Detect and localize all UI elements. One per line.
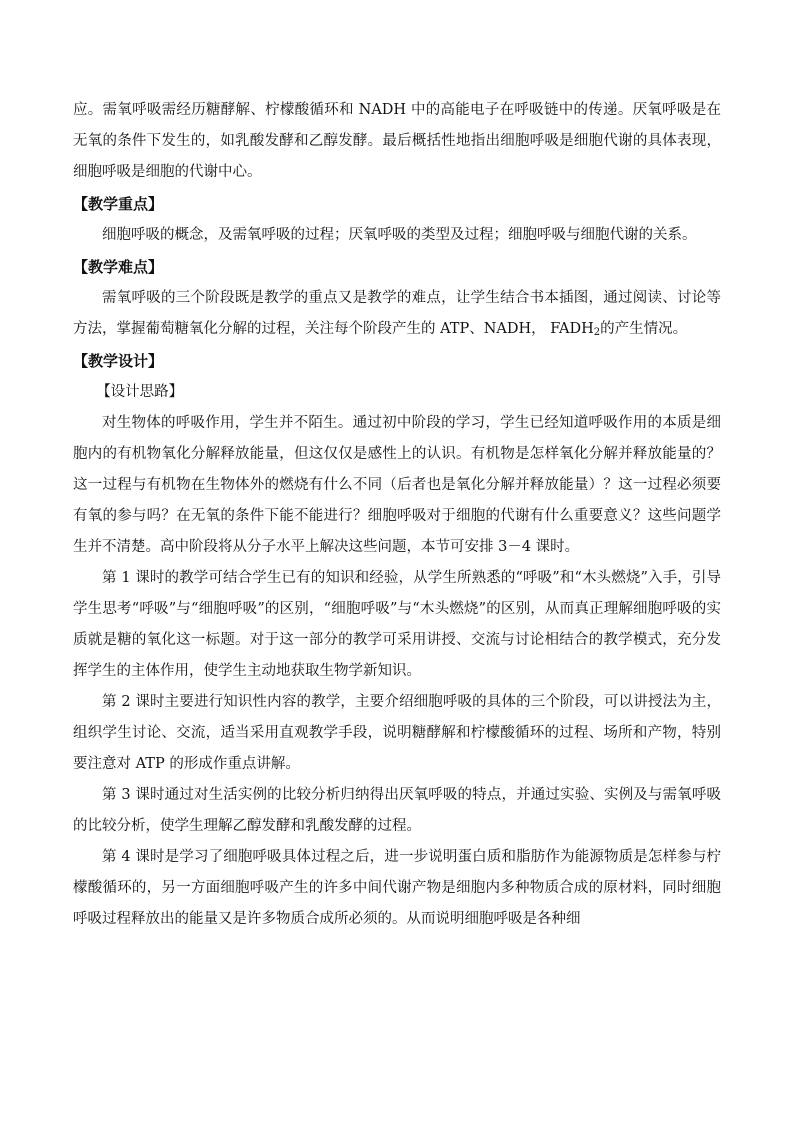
difficulties-text-b: 的产生情况。 — [600, 321, 688, 337]
intro-paragraph: 应。需氧呼吸需经历糖酵解、柠檬酸循环和 NADH 中的高能电子在呼吸链中的传递。厌氧呼吸是在无氧的条件下发生的，如乳酸发酵和乙醇发酵。最后概括性地指出细胞呼吸是细胞代谢的具体表现，细胞呼吸是细胞的代谢中心。 — [73, 102, 721, 180]
lesson-1-paragraph: 第 1 课时的教学可结合学生已有的知识和经验，从学生所熟悉的“呼吸”和“木头燃烧”入手，引导学生思考“呼吸”与“细胞呼吸”的区别，“细胞呼吸”与“木头燃烧”的区别，从而真正理解细胞呼吸的实质就是糖的氧化这一标题。对于这一部分的教学可采用讲授、交流与讨论相结合的教学模式，充分发挥学生的主体作用，使学生主动地获取生物学新知识。 — [73, 570, 721, 679]
difficulties-paragraph — [73, 283, 721, 345]
design-paragraph: 对生物体的呼吸作用，学生并不陌生。通过初中阶段的学习，学生已经知道呼吸作用的本质是细胞内的有机物氧化分解释放能量，但这仅仅是感性上的认识。有机物是怎样氧化分解并释放能量的？这一过程与有机物在生物体外的燃烧有什么不同（后者也是氧化分解并释放能量）？这一过程必须要有氧的参与吗？在无氧的条件下能不能进行？细胞呼吸对于细胞的代谢有什么重要意义？这些问题学生并不清楚。高中阶段将从分子水平上解决这些问题，本节可安排 3－4 课时。 — [73, 415, 721, 555]
section-heading-difficulties: 【教学难点】 — [73, 258, 164, 276]
section-heading-key-points: 【教学重点】 — [73, 195, 164, 213]
lesson-4-paragraph: 第 4 课时是学习了细胞呼吸具体过程之后，进一步说明蛋白质和脂肪作为能源物质是怎样参与柠檬酸循环的，另一方面细胞呼吸产生的许多中间代谢产物是细胞内多种物质合成的原材料，同时细胞呼吸过程释放出的能量又是许多物质合成所必须的。从而说明细胞呼吸是各种细 — [73, 849, 721, 927]
key-points-paragraph: 细胞呼吸的概念，及需氧呼吸的过程；厌氧呼吸的类型及过程；细胞呼吸与细胞代谢的关系。 — [102, 227, 697, 243]
lesson-2-paragraph: 第 2 课时主要进行知识性内容的教学，主要介绍细胞呼吸的具体的三个阶段，可以讲授法为主，组织学生讨论、交流，适当采用直观教学手段，说明糖酵解和柠檬酸循环的过程、场所和产物，特别要注意对 ATP 的形成作重点讲解。 — [73, 694, 721, 772]
sub-heading-design-idea: 【设计思路】 — [96, 384, 184, 400]
lesson-3-paragraph: 第 3 课时通过对生活实例的比较分析归纳得出厌氧呼吸的特点，并通过实验、实例及与需氧呼吸的比较分析，使学生理解乙醇发酵和乳酸发酵的过程。 — [73, 787, 721, 834]
subscript-2: 2 — [593, 327, 601, 338]
document-page — [73, 95, 721, 935]
difficulties-text-a: 需氧呼吸的三个阶段既是教学的重点又是教学的难点，让学生结合书本插图，通过阅读、讨论等方法，掌握葡萄糖氧化分解的过程，关注每个阶段产生的 ATP、NADH， FADH — [73, 290, 721, 337]
section-heading-design: 【教学设计】 — [73, 352, 164, 370]
